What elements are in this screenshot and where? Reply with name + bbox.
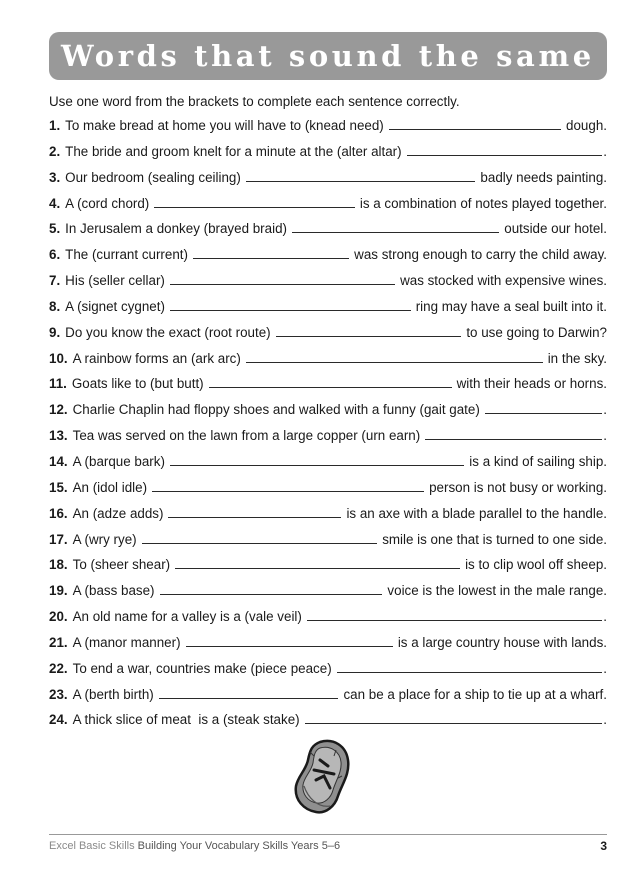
question-item	[49, 506, 607, 532]
question-item	[49, 376, 607, 402]
question-text: Goats like to (but butt)	[71, 376, 204, 392]
question-number: 2.	[49, 143, 61, 159]
question-number: 4.	[49, 195, 61, 211]
question-list	[49, 118, 607, 738]
question-text-after: badly needs painting.	[480, 169, 607, 185]
title-banner	[49, 32, 633, 80]
question-number: 23.	[49, 686, 68, 702]
question-number: 19.	[49, 583, 68, 599]
question-item	[49, 118, 607, 144]
question-text: A (berth birth)	[72, 686, 154, 702]
question-text: A rainbow forms an (ark arc)	[72, 350, 241, 366]
question-item	[49, 428, 607, 454]
question-number: 21.	[49, 634, 68, 650]
question-text: A (cord chord)	[65, 195, 150, 211]
question-item	[49, 247, 607, 273]
question-text-after: is a large country house with lands.	[397, 634, 607, 650]
question-text-after: dough.	[566, 118, 607, 133]
answer-blank[interactable]	[292, 221, 499, 233]
answer-blank[interactable]	[337, 661, 603, 673]
question-text-after: .	[603, 428, 607, 444]
question-number: 16.	[49, 505, 68, 521]
question-item	[49, 532, 607, 558]
answer-blank[interactable]	[407, 144, 603, 156]
question-item	[49, 557, 607, 583]
question-number: 18.	[49, 557, 68, 573]
question-text-after: to use going to Darwin?	[466, 324, 607, 340]
answer-blank[interactable]	[160, 583, 383, 595]
question-number: 6.	[49, 247, 61, 263]
question-text-after: outside our hotel.	[504, 221, 607, 237]
answer-blank[interactable]	[154, 196, 355, 208]
answer-blank[interactable]	[425, 428, 602, 440]
question-text: Do you know the exact (root route)	[65, 324, 271, 340]
question-text-after: is to clip wool off sheep.	[465, 557, 607, 573]
question-text-after: is a combination of notes played together.	[359, 195, 607, 211]
footer-series: Excel Basic Skills	[49, 840, 135, 852]
question-text-after: was strong enough to carry the child away.	[354, 247, 607, 263]
question-item	[49, 196, 607, 222]
instructions: Use one word from the brackets to complete each sentence correctly.	[49, 94, 460, 109]
answer-blank[interactable]	[159, 687, 339, 699]
question-text-after: person is not busy or working.	[429, 479, 607, 495]
answer-blank[interactable]	[170, 273, 395, 285]
footer-divider	[49, 834, 607, 835]
question-text-after: smile is one that is turned to one side.	[382, 531, 607, 547]
question-item	[49, 609, 607, 635]
question-item	[49, 351, 607, 377]
answer-blank[interactable]	[186, 635, 393, 647]
question-text-after: .	[603, 609, 607, 625]
question-text: His (seller cellar)	[65, 273, 165, 289]
question-number: 14.	[49, 453, 68, 469]
question-item	[49, 454, 607, 480]
question-text: A (wry rye)	[72, 531, 137, 547]
question-text: Charlie Chaplin had floppy shoes and walked with a funny (gait gate)	[72, 402, 480, 418]
answer-blank[interactable]	[209, 376, 452, 388]
question-number: 8.	[49, 298, 61, 314]
answer-blank[interactable]	[142, 532, 378, 544]
answer-blank[interactable]	[246, 351, 543, 363]
answer-blank[interactable]	[305, 712, 603, 724]
question-text-after: can be a place for a ship to tie up at a wharf.	[343, 686, 607, 702]
question-text: In Jerusalem a donkey (brayed braid)	[65, 221, 287, 237]
question-number: 9.	[49, 324, 61, 340]
question-text-after: .	[603, 660, 607, 676]
answer-blank[interactable]	[307, 609, 602, 621]
question-text: A (bass base)	[72, 583, 155, 599]
footer-credit	[49, 840, 340, 852]
question-item	[49, 221, 607, 247]
answer-blank[interactable]	[389, 118, 561, 130]
question-item	[49, 712, 607, 738]
question-text: A (manor manner)	[72, 634, 181, 650]
answer-blank[interactable]	[168, 506, 341, 518]
question-text: A thick slice of meat is a (steak stake)	[72, 712, 300, 728]
question-item	[49, 273, 607, 299]
question-number: 5.	[49, 221, 61, 237]
page-title: Words that sound the same 1	[61, 39, 633, 73]
question-number: 1.	[49, 118, 61, 133]
question-item	[49, 144, 607, 170]
question-text-after: was stocked with expensive wines.	[400, 273, 607, 289]
question-text: An (adze adds)	[72, 505, 164, 521]
question-item	[49, 299, 607, 325]
question-text-after: ring may have a seal built into it.	[415, 298, 607, 314]
answer-blank[interactable]	[485, 402, 602, 414]
question-text-after: voice is the lowest in the male range.	[387, 583, 607, 599]
question-number: 22.	[49, 660, 68, 676]
question-number: 24.	[49, 712, 68, 728]
question-text-after: with their heads or horns.	[456, 376, 607, 392]
question-number: 7.	[49, 273, 61, 289]
question-number: 13.	[49, 428, 68, 444]
question-item	[49, 635, 607, 661]
steak-icon	[290, 736, 354, 821]
question-item	[49, 583, 607, 609]
question-text: A (barque bark)	[72, 453, 165, 469]
question-item	[49, 325, 607, 351]
question-item	[49, 687, 607, 713]
answer-blank[interactable]	[246, 170, 476, 182]
question-number: 15.	[49, 479, 68, 495]
question-number: 17.	[49, 531, 68, 547]
question-number: 11.	[49, 376, 67, 392]
question-text-after: .	[603, 143, 607, 159]
question-text-after: .	[603, 402, 607, 418]
question-text-after: is a kind of sailing ship.	[469, 453, 607, 469]
answer-blank[interactable]	[175, 557, 460, 569]
question-number: 12.	[49, 402, 68, 418]
question-text-after: in the sky.	[547, 350, 607, 366]
question-text: The (currant current)	[65, 247, 188, 263]
answer-blank[interactable]	[276, 325, 462, 337]
footer-book-title: Building Your Vocabulary Skills Years 5–6	[137, 840, 341, 852]
question-text: To make bread at home you will have to (knead need)	[65, 118, 384, 133]
question-text: To (sheer shear)	[72, 557, 171, 573]
answer-blank[interactable]	[170, 454, 464, 466]
answer-blank[interactable]	[193, 247, 349, 259]
question-item	[49, 480, 607, 506]
question-text-after: is an axe with a blade parallel to the handle.	[346, 505, 607, 521]
question-number: 10.	[49, 350, 68, 366]
question-text: The bride and groom knelt for a minute at the (alter altar)	[65, 143, 402, 159]
question-text: An (idol idle)	[72, 479, 148, 495]
question-number: 20.	[49, 609, 68, 625]
question-text: Tea was served on the lawn from a large copper (urn earn)	[72, 428, 421, 444]
question-item	[49, 170, 607, 196]
question-text: A (signet cygnet)	[65, 298, 165, 314]
page-number: 3	[600, 839, 607, 853]
question-number: 3.	[49, 169, 61, 185]
question-item	[49, 661, 607, 687]
question-text: An old name for a valley is a (vale veil)	[72, 609, 302, 625]
question-item	[49, 402, 607, 428]
question-text-after: .	[603, 712, 607, 728]
answer-blank[interactable]	[170, 299, 411, 311]
question-text: To end a war, countries make (piece peace)	[72, 660, 332, 676]
question-text: Our bedroom (sealing ceiling)	[65, 169, 241, 185]
answer-blank[interactable]	[152, 480, 424, 492]
